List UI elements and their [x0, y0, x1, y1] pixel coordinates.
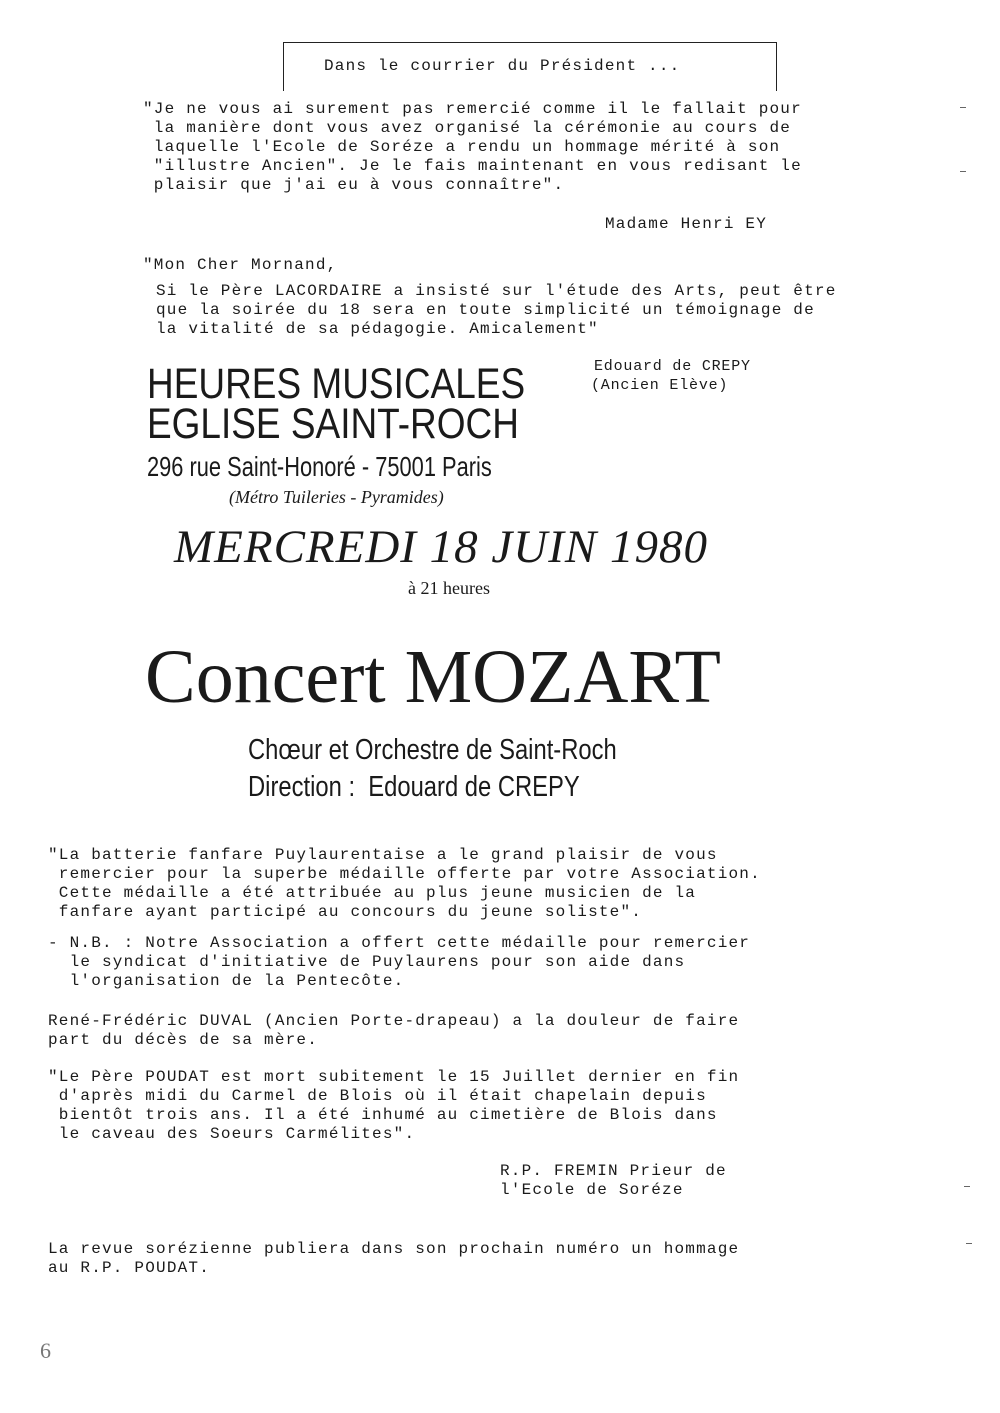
letter2-signature-title: (Ancien Elève) [591, 377, 729, 394]
header-box [283, 42, 777, 91]
margin-mark [960, 171, 966, 172]
letter1-line: la manière dont vous avez organisé la cérémonie au cours de [143, 119, 792, 137]
fanfare-line: fanfare ayant participé au concours du jeune soliste". [48, 903, 643, 921]
fanfare-nb-line: l'organisation de la Pentecôte. [48, 972, 405, 990]
fanfare-nb-line: - N.B. : Notre Association a offert cette médaille pour remercier [48, 934, 751, 952]
poster-time: à 21 heures [408, 578, 490, 598]
fanfare-nb-line: le syndicat d'initiative de Puylaurens pour son aide dans [48, 953, 686, 971]
margin-mark [964, 1186, 970, 1187]
letter1-signature: Madame Henri EY [605, 215, 768, 233]
page-number: 6 [40, 1338, 51, 1363]
poster-date: MERCREDI 18 JUIN 1980 [174, 521, 708, 573]
revue-line: La revue sorézienne publiera dans son prochain numéro un hommage [48, 1240, 740, 1258]
poster-direction: Direction : Edouard de CREPY [248, 771, 580, 803]
duval-line: René-Frédéric DUVAL (Ancien Porte-drapeau) a la douleur de faire [48, 1012, 740, 1030]
poster-heading-2: EGLISE SAINT-ROCH [147, 400, 519, 448]
letter1-line: "illustre Ancien". Je le fais maintenant en vous redisant le [143, 157, 802, 175]
letter1-line: plaisir que j'ai eu à vous connaître". [143, 176, 565, 194]
duval-line: part du décès de sa mère. [48, 1031, 319, 1049]
poudat-line: "Le Père POUDAT est mort subitement le 15 Juillet dernier en fin [48, 1068, 740, 1086]
letter2-salutation: "Mon Cher Mornand, [143, 256, 338, 274]
fanfare-line: remercier pour la superbe médaille offerte par votre Association. [48, 865, 761, 883]
poudat-line: le caveau des Soeurs Carmélites". [48, 1125, 416, 1143]
poster-choir: Chœur et Orchestre de Saint-Roch [248, 734, 617, 766]
revue-line: au R.P. POUDAT. [48, 1259, 211, 1277]
margin-mark [960, 107, 966, 108]
letter2-signature-name: Edouard de CREPY [594, 358, 751, 375]
poudat-line: bientôt trois ans. Il a été inhumé au cimetière de Blois dans [48, 1106, 718, 1124]
header-title: Dans le courrier du Président ... [324, 57, 681, 75]
letter1-line: "Je ne vous ai surement pas remercié comme il le fallait pour [143, 100, 802, 118]
poudat-signature: l'Ecole de Soréze [500, 1181, 684, 1199]
poster-heading-1: HEURES MUSICALES [147, 360, 526, 408]
margin-mark [966, 1243, 972, 1244]
letter2-line: que la soirée du 18 sera en toute simplicité un témoignage de [156, 301, 815, 319]
letter2-line: Si le Père LACORDAIRE a insisté sur l'étude des Arts, peut être [156, 282, 837, 300]
poudat-line: d'après midi du Carmel de Blois où il était chapelain depuis [48, 1087, 707, 1105]
letter2-line: la vitalité de sa pédagogie. Amicalement" [156, 320, 599, 338]
fanfare-line: "La batterie fanfare Puylaurentaise a le grand plaisir de vous [48, 846, 718, 864]
poster-address: 296 rue Saint-Honoré - 75001 Paris [147, 451, 492, 482]
poster-metro: (Métro Tuileries - Pyramides) [229, 487, 444, 507]
letter1-line: laquelle l'Ecole de Soréze a rendu un hommage mérité à son [143, 138, 781, 156]
poudat-signature: R.P. FREMIN Prieur de [500, 1162, 727, 1180]
poster-concert-title: Concert MOZART [145, 635, 721, 719]
fanfare-line: Cette médaille a été attribuée au plus jeune musicien de la [48, 884, 697, 902]
